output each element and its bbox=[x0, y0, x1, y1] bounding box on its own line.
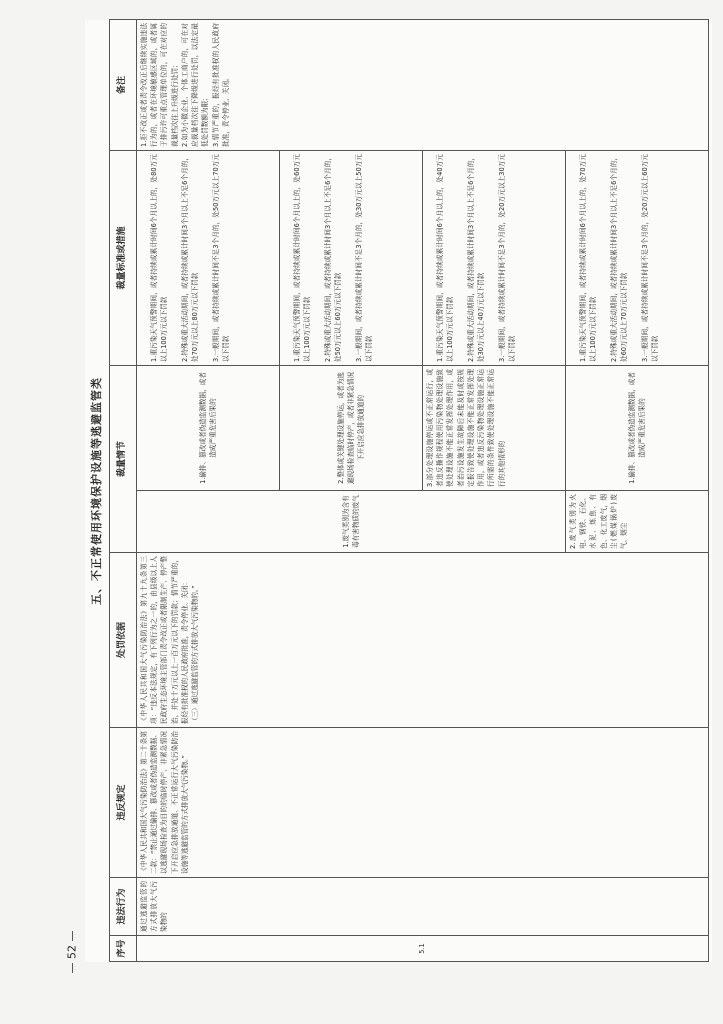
cell-standard-3 bbox=[423, 150, 566, 365]
standard-1-item: 3.一般期间，或者持续或累计时间不足3个月的，处50万元以上70万元以下罚款 bbox=[211, 153, 230, 362]
cell-standard-2 bbox=[280, 150, 423, 365]
header-violation: 违法行为 bbox=[110, 878, 137, 936]
standard-4-item: 1.重污染天气预警期间，或者持续或累计时间6个月以上的，处70万元以上100万元以下罚款 bbox=[579, 153, 598, 362]
header-standard: 裁量标准或措施 bbox=[110, 150, 137, 365]
cell-penalty-basis: 《中华人民共和国大气污染防治法》第九十九条第三项：“违反本法规定，有下列行为之一的，由县级以上人民政府生态环境主管部门责令改正或者限制生产、停产整治，并处十万元以上一百万元以下的罚款；情节严重的，报经有批准权的人民政府批准，责令停业、关闭： （三）通过逃避监管的方式排放大气污染物的。” bbox=[137, 553, 709, 728]
cell-circumstance-2: 2.整体或关键处理设施停运，或者为逃避现场检查临时停产，或者非紧急情况下开启应急排放通道的 bbox=[280, 365, 423, 490]
page-number bbox=[64, 925, 80, 1015]
standard-1-item: 2.特殊或重大活动期间，或者持续或累计时间3个月以上不足6个月的，处70万元以上80万元以下罚款 bbox=[180, 153, 200, 362]
header-penalty-basis: 处罚依据 bbox=[110, 553, 137, 728]
cell-seq: 5.1 bbox=[137, 936, 709, 962]
standard-2-item: 2.特殊或重大活动期间，或者持续或累计时间3个月以上不足6个月的，处50万元以上60万元以下罚款 bbox=[323, 153, 343, 362]
cell-violation: 通过逃避监管的方式排放大气污染物的 bbox=[137, 878, 709, 936]
section-title: 五、不正常使用环境保护设施等逃避监管类 bbox=[90, 377, 103, 605]
cell-gas-type-2: 2.废气类别为火电、钢铁、石化、水泥、炼焦、有色、化工废气，烟尘(燃煤锅炉)废气、烟尘 bbox=[566, 491, 709, 553]
standard-4-item: 2.特殊或重大活动期间，或者持续或累计时间3个月以上不足6个月的，处60万元以上70万元以下罚款 bbox=[609, 153, 629, 362]
header-circumstance: 裁量情节 bbox=[110, 365, 137, 552]
cell-circumstance-4: 1.偷排、篡改或者伪造监测数据，或者造成严重危害后果的 bbox=[566, 365, 709, 490]
cell-provision: 《中华人民共和国大气污染防治法》第二十条第二款：“禁止通过偷排、篡改或者伪造监测数据、以逃避现场检查为目的的临时停产、非紧急情况下开启应急排放通道、不正常运行大气污染防治设施等逃避监管的方式排放大气污染物。” bbox=[137, 728, 709, 878]
cell-gas-type-1: 1.废气类别为含有毒有害物质的废气 bbox=[137, 491, 566, 553]
header-provision: 违反规定 bbox=[110, 728, 137, 878]
header-seq: 序号 bbox=[110, 936, 137, 962]
standard-3-item: 2.特殊或重大活动期间，或者持续或累计时间3个月以上不足6个月的，处30万元以上40万元以下罚款 bbox=[466, 153, 486, 362]
cell-remark: 1.拒不改正或者责令改正后继续实施违法行为的，或者在环境敏感区域的，或者属于排污许可重点管理单位的，可在对应的裁量档次往上升级进行处罚； 2.如为小微企业、个体工商户的，可在对应裁量档次往下降级进行处罚，以法定最低处罚数额为限； 3.情节严重的，报经有批准权的人民政府批准，责令停业、关闭。 bbox=[137, 19, 709, 150]
header-row bbox=[110, 19, 137, 961]
standard-3-item: 1.重污染天气预警期间，或者持续或累计时间6个月以上的，处40万元以上100万元以下罚款 bbox=[436, 153, 455, 362]
table-row bbox=[137, 19, 280, 961]
cell-circumstance-3: 3.部分处理设施停运或不正常运行，或者违反操作规程使用污染物处理设施致使处理设施不能正常发挥处理作用，或者治污设施发生故障后未能及时或按规定报告致使处理设施不能正常发挥处理作用，或者违反污染物处理设施正常运行所需的条件致使处理设施不能正常运行的其他情形的 bbox=[423, 365, 566, 490]
standard-1-item: 1.重污染天气预警期间，或者持续或累计时间6个月以上的，处80万元以上100万元以下罚款 bbox=[150, 153, 169, 362]
standard-4-item: 3.一般期间，或者持续或累计时间不足3个月的，处20万元以上60万元以下罚款 bbox=[640, 153, 659, 362]
rotated-document bbox=[85, 20, 712, 962]
standard-3-item: 3.一般期间，或者持续或累计时间不足3个月的，处20万元以上30万元以下罚款 bbox=[497, 153, 516, 362]
standard-2-item: 1.重污染天气预警期间，或者持续或累计时间6个月以上的，处60万元以上100万元以下罚款 bbox=[293, 153, 312, 362]
discretion-table bbox=[109, 19, 709, 962]
standard-2-item: 3.一般期间，或者持续或累计时间不足3个月的，处30万元以上50万元以下罚款 bbox=[354, 153, 373, 362]
page-number-text: — 52 — bbox=[65, 930, 79, 974]
cell-standard-4 bbox=[566, 150, 709, 365]
cell-circumstance-1: 1.偷排、篡改或者伪造监测数据，或者造成严重危害后果的 bbox=[137, 365, 280, 490]
cell-standard-1 bbox=[137, 150, 280, 365]
header-remark: 备注 bbox=[110, 19, 137, 150]
